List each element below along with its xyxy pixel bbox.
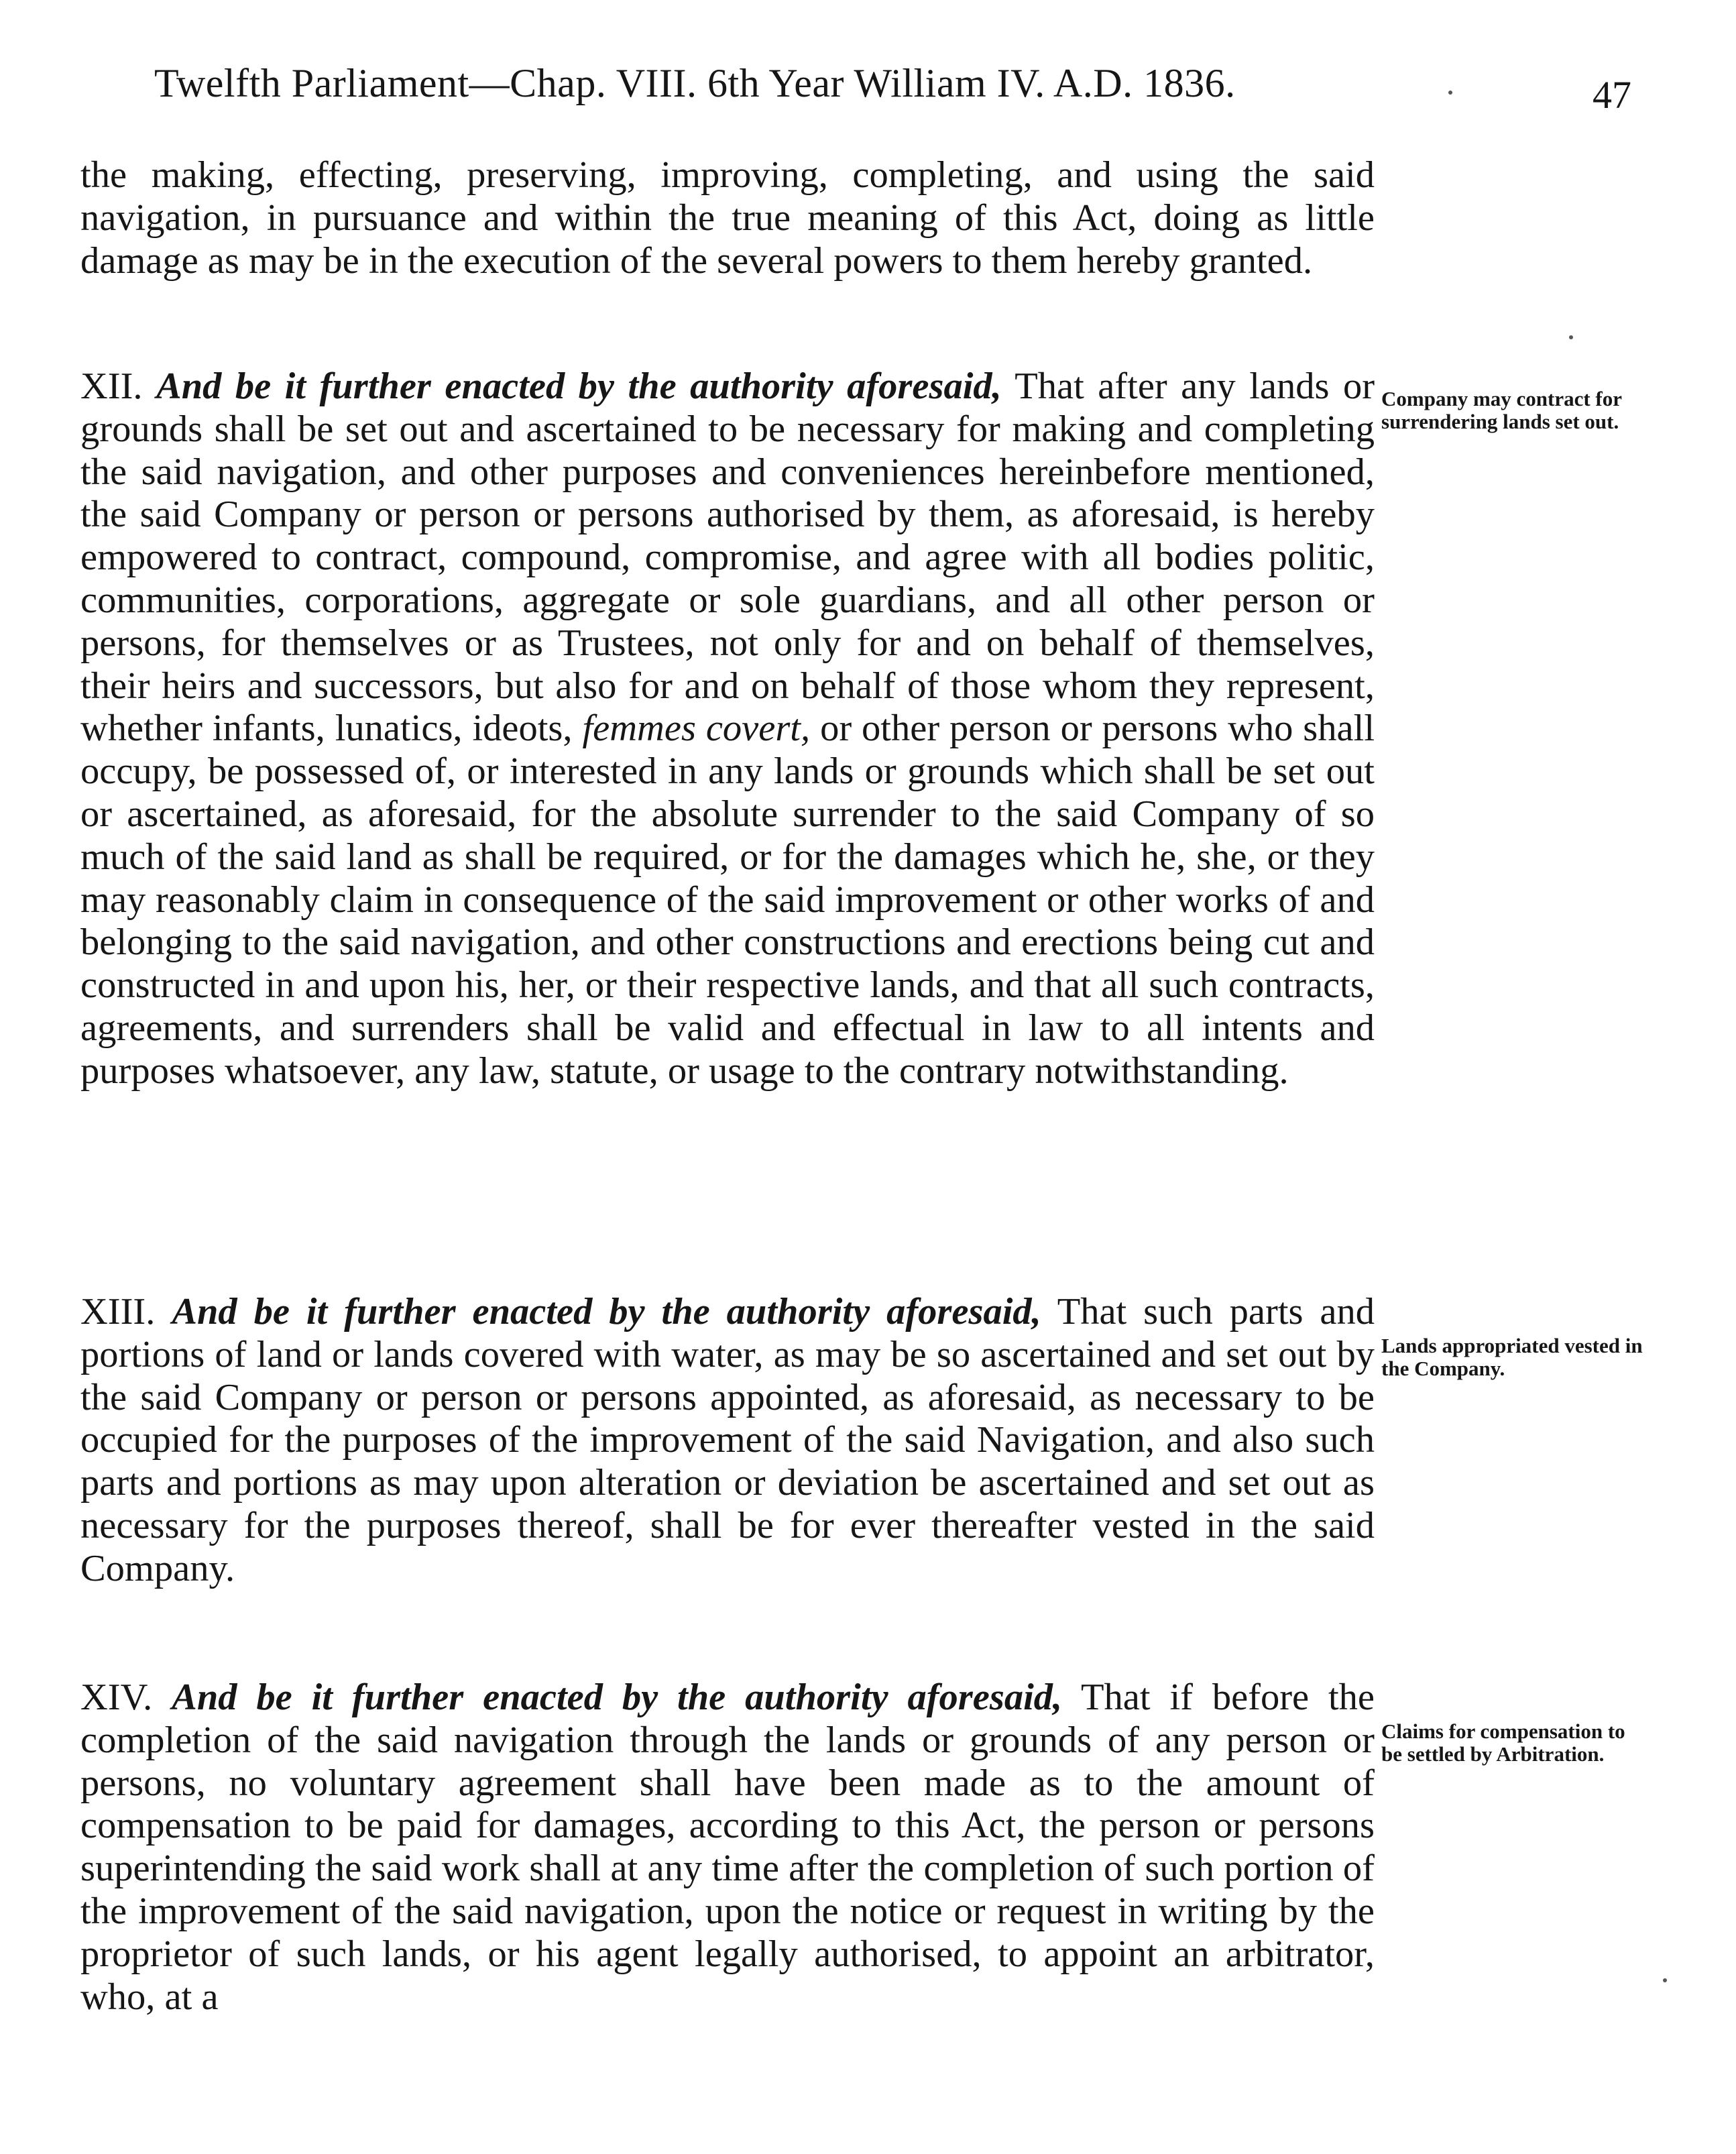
enacting-clause: And be it further enacted by the authority aforesaid,: [172, 1677, 1063, 1718]
section-xii: [80, 365, 1375, 1093]
section-text: That such parts and portions of land or lands covered with water, as may be so ascertained and set out by the said Company or person or persons appointed, as aforesaid, as necessary to be occupied for the purposes of the improvement of the said Navigation, and also such parts and portions as may upon alteration or deviation be ascertained and set out as necessary for the purposes thereof, shall be for ever thereafter vested in the said Company.: [80, 1291, 1375, 1589]
section-number: XIV.: [80, 1677, 153, 1718]
section-xiii: [80, 1291, 1375, 1591]
margin-note-xiii: Lands appropriated vested in the Company.: [1381, 1334, 1643, 1380]
running-head: Twelfth Parliament—Chap. VIII. 6th Year William IV. A.D. 1836.: [154, 61, 1236, 105]
enacting-clause: And be it further enacted by the authority aforesaid,: [156, 365, 1002, 407]
margin-note-xiv: Claims for compensation to be settled by Arbitration.: [1381, 1719, 1625, 1766]
enacting-clause: And be it further enacted by the authority aforesaid,: [172, 1291, 1041, 1333]
margin-note-xii: Company may contract for surrendering lands set out.: [1381, 387, 1622, 433]
paragraph-continuation: [80, 154, 1375, 282]
section-xiv: [80, 1677, 1375, 2019]
page-header: [0, 60, 1736, 117]
section-text: That if before the completion of the said navigation through the lands or grounds of any person or persons, no voluntary agreement shall have been made as to the amount of compensation to be paid for damages, according to this Act, the person or persons superintending the said work shall at any time after the completion of such portion of the improvement of the said navigation, upon the notice or request in writing by the proprietor of such lands, or his agent legally authorised, to appoint an arbitrator, who, at a: [80, 1677, 1375, 2018]
section-xiv-body: [80, 1677, 1375, 2019]
section-xiii-body: [80, 1291, 1375, 1591]
print-speck: [1663, 1978, 1667, 1982]
italic-phrase: femmes covert,: [582, 707, 811, 750]
print-speck: [1448, 91, 1452, 95]
section-text: That after any lands or grounds shall be set out and ascertained to be necessary for making and completing the said navigation, and other purposes and conveniences hereinbefore mentioned, the said Company or person or persons authorised by them, as aforesaid, is hereby empowered to contract, compound, compromise, and agree with all bodies politic, communities, corporations, aggregate or sole guardians, and all other person or persons, for themselves or as Trustees, not only for and on behalf of themselves, their heirs and successors, but also for and on behalf of those whom they represent, whether infants, lunatics, ideots,: [80, 365, 1375, 750]
page-number: 47: [1593, 73, 1631, 117]
section-text-continued: or other person or persons who shall occupy, be possessed of, or interested in any lands or grounds which shall be set out or ascertained, as aforesaid, for the absolute surrender to the said Company of so much of the said land as shall be required, or for the damages which he, she, or they may reasonably claim in consequence of the said improvement or other works of and belonging to the said navigation, and other constructions and erections being cut and constructed in and upon his, her, or their respective lands, and that all such contracts, agreements, and surrenders shall be valid and effectual in law to all intents and purposes whatsoever, any law, statute, or usage to the contrary notwithstanding.: [80, 707, 1375, 1092]
print-speck: [1569, 335, 1573, 339]
section-number: XII.: [80, 365, 143, 407]
section-xii-body: [80, 365, 1375, 1093]
paragraph-text: the making, effecting, preserving, improving, completing, and using the said navigation, in pursuance and within the true meaning of this Act, doing as little damage as may be in the execution of the several powers to them hereby granted.: [80, 154, 1375, 282]
section-number: XIII.: [80, 1291, 156, 1333]
